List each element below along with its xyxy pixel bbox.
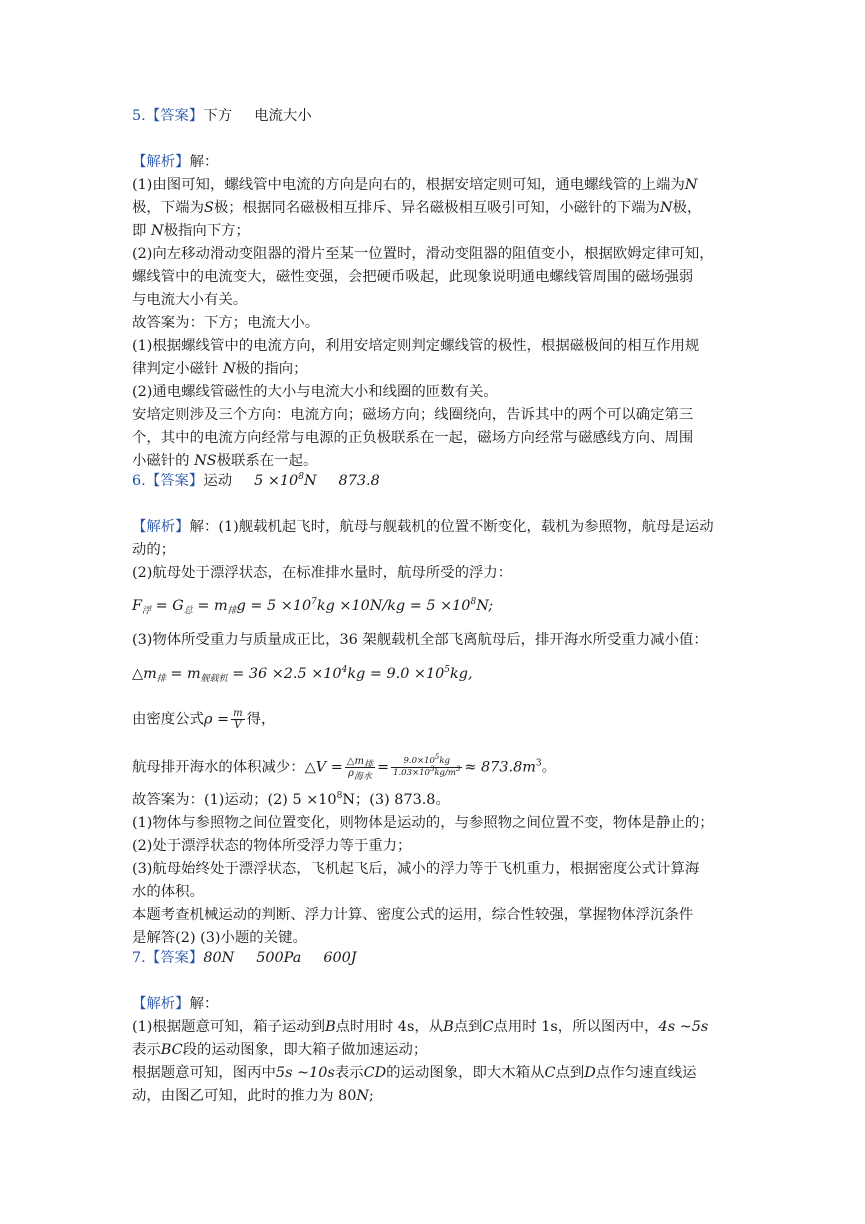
volume-fraction-2: $\frac{9.0\times 10^5kg}{1.03\times 10^3kg/m^3}$ — [393, 753, 461, 778]
q6-volume-line: 航母排开海水的体积减少：△V = $\frac{\triangle m_排}{\rho_{海水}}$ = $\frac{9.0\times 10^5kg}{1.03\times 10^3kg/m^3}$ ≈ $873.8m^3$。 — [132, 753, 557, 782]
q6-mass-formula: $\triangle m_排 = m_{舰载机} = 36 \times 2.5 \times 10^4kg = 9.0 \times 10^5kg$, — [132, 665, 473, 684]
q6-answer-line — [132, 471, 732, 491]
q5-line-5: 螺线管中的电流变大，磁性变强，会把硬币吸起，此现象说明通电螺线管周围的磁场强弱 — [132, 269, 694, 285]
q7-analysis-tag: 【解析】 — [132, 996, 190, 1012]
q6-buoyancy-formula: $F_浮 = G_总 = m_排g = 5 \times 10^7kg \times 10N/kg = 5 \times 10^8N$; — [132, 597, 494, 616]
q6-line-11: 是解答(2) (3)小题的关键。 — [132, 930, 307, 946]
q5-answer-1: 下方 — [203, 108, 233, 124]
q6-line-6: (1)物体与参照物之间位置变化，则物体是运动的，与参照物之间位置不变，物体是静止的； — [132, 815, 714, 831]
q7-answer-3: 600J — [323, 950, 357, 966]
q7-line-1: (1)根据题意可知，箱子运动到B点时用时 4s，从B点到C点用时 1s，所以图丙中，4s ~5s — [132, 1019, 709, 1035]
q5-line-2: 极，下端为S极；根据同名磁极相互排斥、异名磁极相互吸引可知，小磁针的下端为N极， — [132, 200, 702, 216]
q6-line-2: 动的； — [132, 542, 176, 558]
q5-line-9: 律判定小磁针 N极的指向； — [132, 361, 308, 377]
q7-analysis-header: 【解析】解： — [132, 996, 219, 1012]
q6-answer-3: 873.8 — [338, 473, 380, 489]
q6-answer-2: $5 \times 10^8N$ — [254, 472, 317, 489]
q5-line-3: 即 N极指向下方； — [132, 223, 250, 239]
q5-line-13: 小磁针的 NS极联系在一起。 — [132, 453, 318, 469]
q5-analysis-header: 【解析】解： — [132, 154, 219, 170]
volume-fraction-1: $\frac{\triangle m_排}{\rho_{海水}}$ — [346, 756, 373, 782]
q6-line-4: (3)物体所受重力与质量成正比，36 架舰载机全部飞离航母后，排开海水所受重力减小值： — [132, 632, 708, 648]
q5-line-7: 故答案为：下方；电流大小。 — [132, 315, 320, 331]
q5-answer-tag: 【答案】 — [145, 108, 204, 124]
q5-answer-line — [132, 106, 732, 126]
q6-line-8: (3)航母始终处于漂浮状态，飞机起飞后，减小的浮力等于飞机重力，根据密度公式计算海 — [132, 861, 700, 877]
q5-line-11: 安培定则涉及三个方向：电流方向；磁场方向；线圈绕向，告诉其中的两个可以确定第三 — [132, 407, 694, 423]
q7-number: 7. — [132, 950, 146, 966]
q7-answer-line — [132, 948, 732, 968]
q7-line-3: 根据题意可知，图丙中5s ~10s表示CD的运动图象，即大木箱从C点到D点作匀速直线运 — [132, 1065, 697, 1081]
q6-number: 6. — [132, 473, 146, 489]
q5-line-4: (2)向左移动滑动变阻器的滑片至某一位置时，滑动变阻器的阻值变小，根据欧姆定律可知， — [132, 246, 714, 262]
q5-analysis-tag: 【解析】 — [132, 154, 190, 170]
q7-line-2: 表示BC段的运动图象，即大箱子做加速运动； — [132, 1042, 428, 1058]
q7-answer-tag: 【答案】 — [145, 950, 204, 966]
q5-line-10: (2)通电螺线管磁性的大小与电流大小和线圈的匝数有关。 — [132, 384, 498, 400]
q6-line-10: 本题考查机械运动的判断、浮力计算、密度公式的运用，综合性较强，掌握物体浮沉条件 — [132, 907, 694, 923]
q5-line-12: 个，其中的电流方向经常与电源的正负极联系在一起，磁场方向经常与磁感线方向、周围 — [132, 430, 694, 446]
q6-answer-1: 运动 — [203, 473, 233, 489]
q5-line-1: (1)由图可知，螺线管中电流的方向是向右的，根据安培定则可知，通电螺线管的上端为N — [132, 177, 698, 193]
q6-line-1: 【解析】解：(1)舰载机起飞时，航母与舰载机的位置不断变化，载机为参照物，航母是运动 — [132, 519, 714, 535]
q6-line-3: (2)航母处于漂浮状态，在标准排水量时，航母所受的浮力： — [132, 565, 513, 581]
q5-line-6: 与电流大小有关。 — [132, 292, 248, 308]
density-fraction: $\frac{m}{V}$ — [233, 708, 243, 731]
q7-line-4: 动，由图乙可知，此时的推力为 80N; — [132, 1088, 374, 1104]
q5-number: 5. — [132, 108, 146, 124]
q6-line-7: (2)处于漂浮状态的物体所受浮力等于重力； — [132, 838, 412, 854]
q6-analysis-tag: 【解析】 — [132, 519, 190, 535]
q6-answer-tag: 【答案】 — [145, 473, 204, 489]
q7-answer-2: 500Pa — [256, 950, 302, 966]
q5-answer-2: 电流大小 — [254, 108, 312, 124]
q5-line-8: (1)根据螺线管中的电流方向，利用安培定则判定螺线管的极性，根据磁极间的相互作用规 — [132, 338, 700, 354]
q6-line-9: 水的体积。 — [132, 884, 204, 900]
q6-density-line: 由密度公式ρ = $\frac{m}{V}$ 得， — [132, 708, 276, 731]
q6-line-5: 故答案为：(1)运动；(2) $5 \times 10^8N$；(3) 873.8。 — [132, 791, 450, 808]
q7-answer-1: 80N — [203, 950, 235, 966]
